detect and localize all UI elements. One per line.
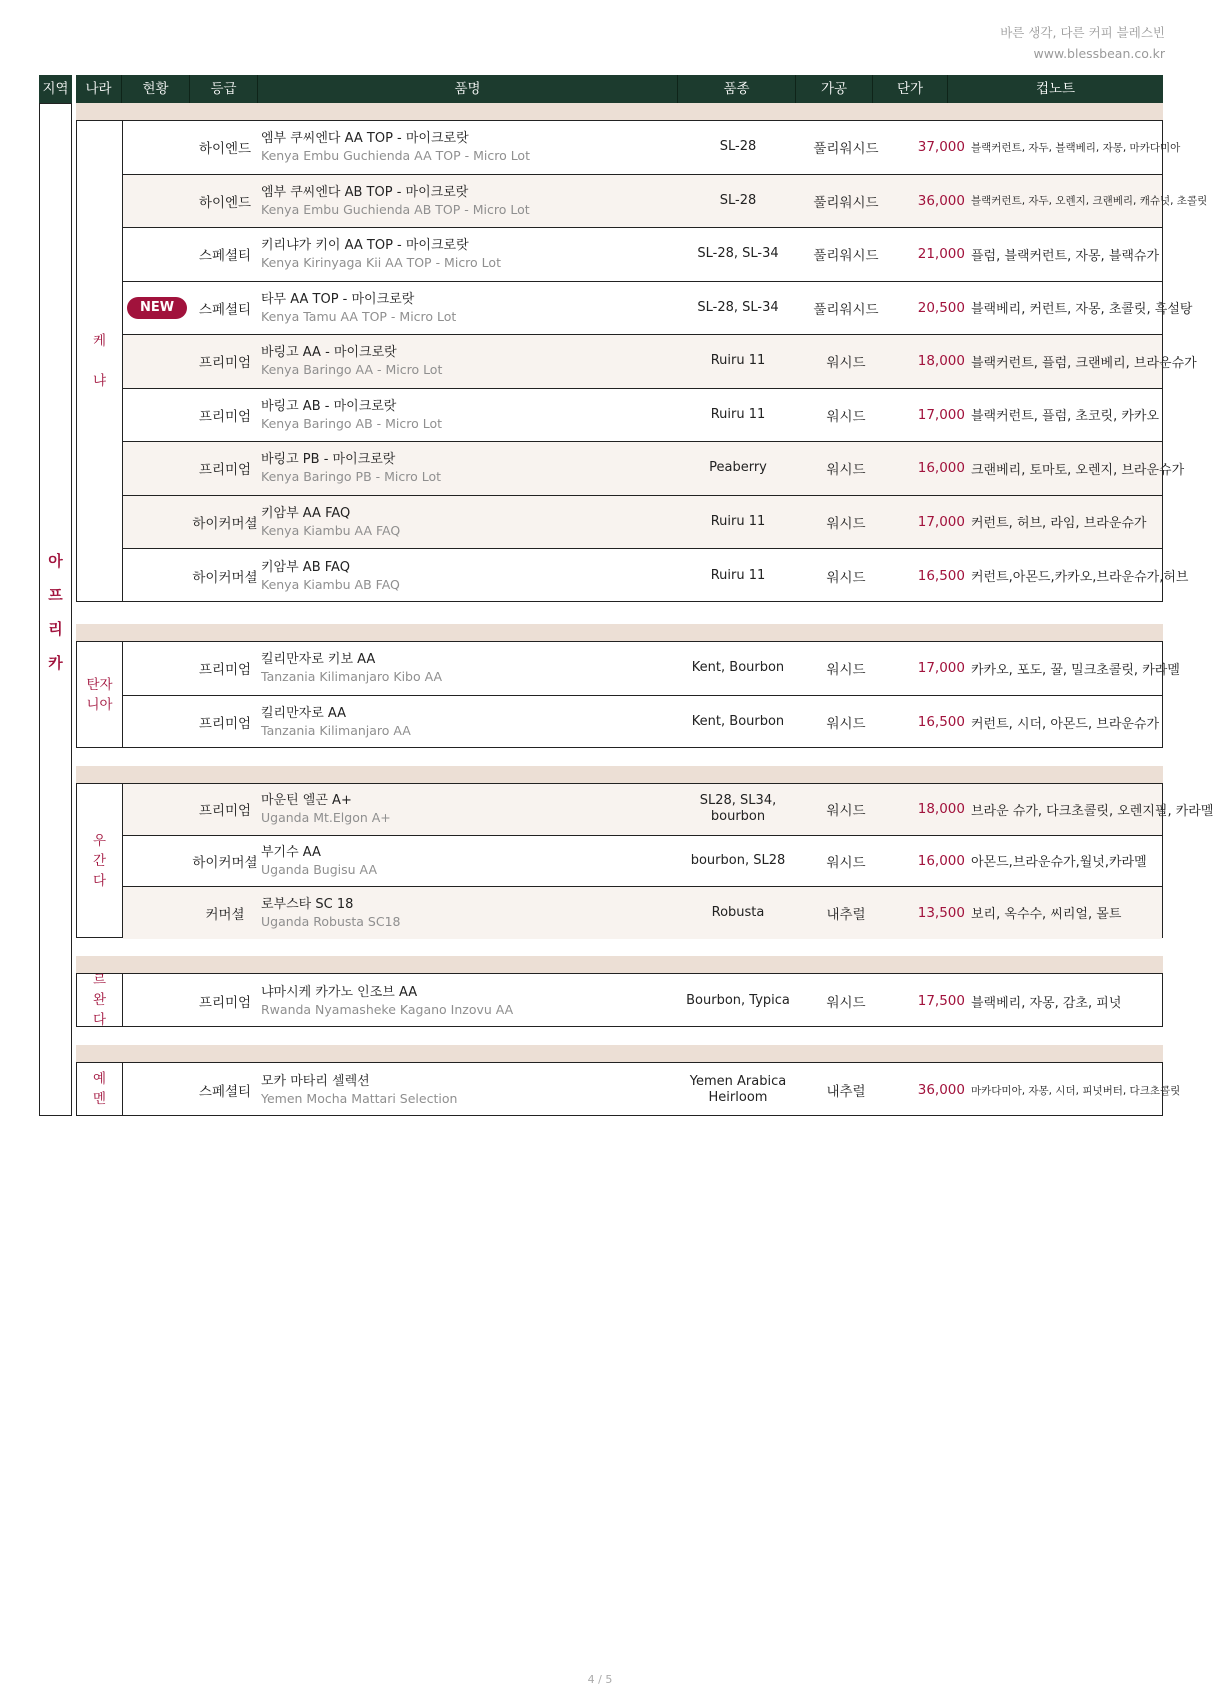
price-cell: 21,000 xyxy=(917,246,965,263)
status-cell xyxy=(123,496,191,549)
table-row xyxy=(123,887,1162,939)
process-cell: 워시드 xyxy=(826,569,866,586)
product-name-cell xyxy=(261,496,681,549)
product-name-en: Kenya Tamu AA TOP - Micro Lot xyxy=(261,308,457,324)
cup-notes-cell: 커런트, 시더, 아몬드, 브라운슈가 xyxy=(971,716,1160,732)
grade-cell: 프리미엄 xyxy=(198,355,252,372)
product-name-en: Kenya Embu Guchienda AA TOP - Micro Lot xyxy=(261,148,530,164)
product-name-cell xyxy=(261,642,681,695)
process-cell: 풀리워시드 xyxy=(813,301,879,318)
product-name-cell xyxy=(261,784,681,835)
price-cell: 16,500 xyxy=(917,714,965,731)
grade-cell: 프리미엄 xyxy=(198,408,252,425)
price-cell: 37,000 xyxy=(917,139,965,156)
section-band xyxy=(76,956,1163,973)
process-cell: 워시드 xyxy=(826,803,866,820)
product-name-ko: 부기수 AA xyxy=(261,844,321,860)
section-band xyxy=(76,103,1163,120)
price-cell: 17,500 xyxy=(917,993,965,1009)
header-grade: 등급 xyxy=(190,75,258,103)
country-block-uganda xyxy=(76,783,1213,938)
product-name-cell xyxy=(261,1063,681,1117)
price-cell: 17,000 xyxy=(917,513,965,530)
variety-cell: Robusta xyxy=(711,904,765,920)
status-cell xyxy=(123,175,191,228)
variety-cell: Ruiru 11 xyxy=(710,406,766,422)
cup-notes-cell: 블랙커런트, 플럼, 초코릿, 카카오 xyxy=(971,409,1160,425)
table-row xyxy=(123,389,1162,443)
country-block-rwanda xyxy=(76,973,1163,1027)
section-band xyxy=(76,766,1163,783)
region-column xyxy=(39,103,72,1116)
grade-cell: 프리미엄 xyxy=(198,716,252,733)
table-row xyxy=(123,228,1162,282)
variety-cell: SL-28 xyxy=(719,192,757,208)
cup-notes-cell: 크랜베리, 토마토, 오렌지, 브라운슈가 xyxy=(971,462,1185,478)
variety-cell: Ruiru 11 xyxy=(710,513,766,529)
process-cell: 워시드 xyxy=(826,662,866,679)
table-row xyxy=(123,642,1180,696)
grade-cell: 스페셜티 xyxy=(198,248,252,265)
country-name-rwanda: 르 완 다 xyxy=(77,974,123,1026)
table-row xyxy=(123,496,1162,550)
table-row xyxy=(123,974,1162,1028)
status-cell xyxy=(123,335,191,388)
process-cell: 워시드 xyxy=(826,716,866,733)
variety-cell: Ruiru 11 xyxy=(710,567,766,583)
product-name-ko: 킬리만자로 키보 AA xyxy=(261,652,376,668)
header-product: 품명 xyxy=(258,75,678,103)
country-name-tanzania: 탄자 니아 xyxy=(77,642,123,747)
table-header-main xyxy=(76,75,1163,103)
grade-cell: 스페셜티 xyxy=(198,1084,252,1100)
process-cell: 내추럴 xyxy=(826,1084,866,1100)
product-name-ko: 마운틴 엘곤 A+ xyxy=(261,793,352,809)
grade-cell: 하이엔드 xyxy=(198,194,252,211)
process-cell: 워시드 xyxy=(826,515,866,532)
product-name-ko: 키리냐가 키이 AA TOP - 마이크로랏 xyxy=(261,238,469,254)
table-row xyxy=(123,282,1193,336)
process-cell: 풀리워시드 xyxy=(813,248,879,265)
variety-cell: bourbon, SL28 xyxy=(690,852,786,868)
cup-notes-cell: 블랙커런트, 자두, 블랙베리, 자몽, 마카다미아 xyxy=(971,141,1181,154)
product-name-ko: 엠부 쿠씨엔다 AA TOP - 마이크로랏 xyxy=(261,131,469,147)
product-name-en: Yemen Mocha Mattari Selection xyxy=(261,1091,458,1106)
product-name-ko: 키암부 AB FAQ xyxy=(261,559,350,575)
country-name-yemen: 예 멘 xyxy=(77,1063,123,1115)
product-name-cell xyxy=(261,696,681,750)
process-cell: 워시드 xyxy=(826,854,866,871)
table-row xyxy=(123,784,1213,836)
header-notes: 컵노트 xyxy=(1035,81,1076,97)
country-name-kenya: 케 냐 xyxy=(77,121,123,601)
cup-notes-cell: 블랙베리, 커런트, 자몽, 초콜릿, 흑설탕 xyxy=(971,302,1193,318)
product-name-cell xyxy=(261,974,681,1028)
cup-notes-cell: 블랙커런트, 플럼, 크랜베리, 브라운슈가 xyxy=(971,355,1197,371)
grade-cell: 하이커머셜 xyxy=(192,569,258,586)
variety-cell: Ruiru 11 xyxy=(710,353,766,369)
status-cell xyxy=(123,642,191,695)
status-cell xyxy=(123,442,191,495)
product-name-en: Kenya Baringo AA - Micro Lot xyxy=(261,362,443,378)
price-cell: 13,500 xyxy=(917,904,965,921)
section-band xyxy=(76,624,1163,641)
price-cell: 16,000 xyxy=(917,852,965,869)
table-row xyxy=(123,121,1181,175)
product-name-ko: 엠부 쿠씨엔다 AB TOP - 마이크로랏 xyxy=(261,184,469,200)
cup-notes-cell: 플럼, 블랙커런트, 자몽, 블랙슈가 xyxy=(971,248,1160,264)
product-name-en: Kenya Baringo AB - Micro Lot xyxy=(261,415,443,431)
cup-notes-cell: 커런트,아몬드,카카오,브라운슈가,허브 xyxy=(971,570,1189,586)
product-name-en: Rwanda Nyamasheke Kagano Inzovu AA xyxy=(261,1002,514,1017)
process-cell: 워시드 xyxy=(826,408,866,425)
page-number: 4 / 5 xyxy=(587,1673,613,1686)
variety-cell: SL28, SL34, bourbon xyxy=(699,793,777,825)
table-row xyxy=(123,549,1189,603)
variety-cell: Kent, Bourbon xyxy=(691,714,785,730)
process-cell: 내추럴 xyxy=(826,906,866,923)
process-cell: 워시드 xyxy=(826,355,866,372)
cup-notes-cell: 블랙베리, 자몽, 감초, 피넛 xyxy=(971,995,1122,1011)
price-cell: 36,000 xyxy=(917,1082,965,1098)
variety-cell: Peaberry xyxy=(709,460,767,476)
product-name-en: Tanzania Kilimanjaro AA xyxy=(261,723,411,739)
product-name-ko: 모카 마타리 셀렉션 xyxy=(261,1074,370,1089)
product-name-cell xyxy=(261,836,681,887)
grade-cell: 프리미엄 xyxy=(198,995,252,1011)
price-cell: 17,000 xyxy=(917,660,965,677)
grade-cell: 프리미엄 xyxy=(198,662,252,679)
status-cell xyxy=(123,887,191,939)
section-band xyxy=(76,1045,1163,1062)
product-name-ko: 바링고 AB - 마이크로랏 xyxy=(261,398,397,414)
product-name-ko: 킬리만자로 AA xyxy=(261,706,347,722)
status-cell xyxy=(123,282,191,335)
process-cell: 워시드 xyxy=(826,462,866,479)
variety-cell: SL-28 xyxy=(719,139,757,155)
product-name-en: Kenya Embu Guchienda AB TOP - Micro Lot xyxy=(261,201,530,217)
cup-notes-cell: 커런트, 허브, 라임, 브라운슈가 xyxy=(971,516,1147,532)
product-name-ko: 냐마시케 카가노 인조브 AA xyxy=(261,985,418,1000)
header-price: 단가 xyxy=(873,75,948,103)
product-name-en: Kenya Kiambu AA FAQ xyxy=(261,522,401,538)
status-cell xyxy=(123,836,191,887)
header-status: 현황 xyxy=(122,75,190,103)
cup-notes-cell: 보리, 옥수수, 씨리얼, 몰트 xyxy=(971,907,1122,923)
table-row xyxy=(123,696,1162,750)
table-row xyxy=(123,442,1185,496)
cup-notes-cell: 브라운 슈가, 다크초콜릿, 오렌지필, 카라멜 xyxy=(971,803,1213,819)
country-name-uganda: 우 간 다 xyxy=(77,784,123,937)
rwanda-rows xyxy=(123,974,1162,1026)
product-name-cell xyxy=(261,282,681,335)
grade-cell: 프리미엄 xyxy=(198,462,252,479)
variety-cell: Bourbon, Typica xyxy=(686,993,790,1008)
product-name-cell xyxy=(261,228,681,281)
product-name-en: Uganda Bugisu AA xyxy=(261,861,377,877)
header-country: 나라 xyxy=(76,75,122,103)
variety-cell: Yemen Arabica Heirloom xyxy=(689,1074,787,1105)
product-name-cell xyxy=(261,121,681,174)
price-cell: 16,500 xyxy=(917,567,965,584)
brand-block xyxy=(1000,22,1165,64)
product-name-cell xyxy=(261,335,681,388)
header-region: 지역 xyxy=(42,81,69,97)
status-cell xyxy=(123,974,191,1028)
product-name-cell xyxy=(261,887,681,939)
country-block-yemen xyxy=(76,1062,1181,1116)
region-name: 아 프 리 카 xyxy=(48,552,63,672)
grade-cell: 하이엔드 xyxy=(198,141,252,158)
price-cell: 16,000 xyxy=(917,460,965,477)
brand-url: www.blessbean.co.kr xyxy=(1033,46,1165,61)
product-name-en: Uganda Mt.Elgon A+ xyxy=(261,810,391,826)
yemen-rows xyxy=(123,1063,1181,1115)
uganda-rows xyxy=(123,784,1213,937)
table-row xyxy=(123,175,1208,229)
price-cell: 18,000 xyxy=(917,353,965,370)
product-name-cell xyxy=(261,442,681,495)
variety-cell: Kent, Bourbon xyxy=(691,660,785,676)
country-block-kenya xyxy=(76,120,1208,602)
price-cell: 17,000 xyxy=(917,406,965,423)
header-process: 가공 xyxy=(796,75,873,103)
table-row xyxy=(123,1063,1181,1117)
status-cell xyxy=(123,696,191,750)
price-cell: 36,000 xyxy=(917,192,965,209)
product-name-en: Tanzania Kilimanjaro Kibo AA xyxy=(261,669,443,685)
product-name-en: Kenya Kirinyaga Kii AA TOP - Micro Lot xyxy=(261,255,501,271)
status-cell xyxy=(123,228,191,281)
product-name-en: Kenya Baringo PB - Micro Lot xyxy=(261,469,442,485)
table-header xyxy=(39,75,72,103)
status-cell xyxy=(123,389,191,442)
grade-cell: 하이커머셜 xyxy=(192,854,258,871)
brand-tagline: 바른 생각, 다른 커피 블레스빈 xyxy=(1000,25,1165,40)
grade-cell: 프리미엄 xyxy=(198,803,252,820)
product-name-ko: 타무 AA TOP - 마이크로랏 xyxy=(261,291,415,307)
status-cell xyxy=(123,549,191,603)
product-name-en: Kenya Kiambu AB FAQ xyxy=(261,576,400,592)
table-row xyxy=(123,335,1197,389)
product-name-ko: 바링고 PB - 마이크로랏 xyxy=(261,452,396,468)
price-cell: 18,000 xyxy=(917,801,965,818)
process-cell: 워시드 xyxy=(826,995,866,1011)
tanzania-rows xyxy=(123,642,1180,747)
cup-notes-cell: 아몬드,브라운슈가,월넛,카라멜 xyxy=(971,855,1147,871)
price-cell: 20,500 xyxy=(917,299,965,316)
cup-notes-cell: 블랙커런트, 자두, 오렌지, 크랜베리, 캐슈넛, 초콜릿 xyxy=(971,195,1208,208)
status-cell xyxy=(123,1063,191,1117)
product-name-cell xyxy=(261,175,681,228)
cup-notes-cell: 마카다미아, 자몽, 시더, 피넛버터, 다크초콜릿 xyxy=(971,1084,1181,1097)
status-cell xyxy=(123,121,191,174)
status-cell xyxy=(123,784,191,835)
variety-cell: SL-28, SL-34 xyxy=(697,299,779,315)
cup-notes-cell: 카카오, 포도, 꿀, 밀크초콜릿, 카라멜 xyxy=(971,662,1180,678)
process-cell: 풀리워시드 xyxy=(813,141,879,158)
table-row xyxy=(123,836,1162,888)
product-name-ko: 바링고 AA - 마이크로랏 xyxy=(261,345,397,361)
kenya-rows xyxy=(123,121,1208,601)
product-name-en: Uganda Robusta SC18 xyxy=(261,913,401,929)
new-badge: NEW xyxy=(127,297,187,319)
header-variety: 품종 xyxy=(678,75,796,103)
variety-cell: SL-28, SL-34 xyxy=(697,246,779,262)
country-block-tanzania xyxy=(76,641,1180,748)
product-name-cell xyxy=(261,549,681,603)
grade-cell: 커머셜 xyxy=(205,906,245,923)
process-cell: 풀리워시드 xyxy=(813,194,879,211)
product-name-ko: 키암부 AA FAQ xyxy=(261,505,351,521)
product-name-cell xyxy=(261,389,681,442)
grade-cell: 스페셜티 xyxy=(198,301,252,318)
product-name-ko: 로부스타 SC 18 xyxy=(261,896,354,912)
grade-cell: 하이커머셜 xyxy=(192,515,258,532)
